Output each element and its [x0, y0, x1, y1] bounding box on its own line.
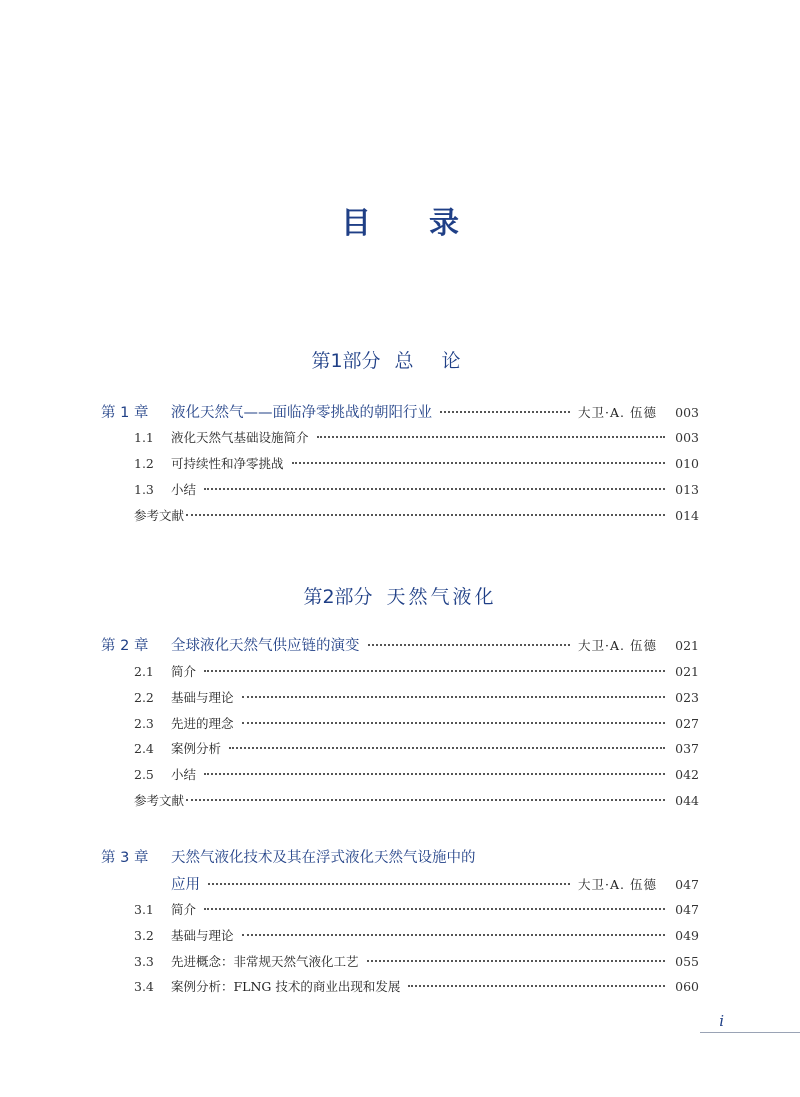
toc-references-1[interactable] — [101, 506, 699, 526]
chapter-title: 全球液化天然气供应链的演变 — [171, 638, 360, 654]
leader-dots — [186, 799, 665, 801]
section-number: 2.3 — [134, 716, 154, 731]
toc-section-2-5[interactable] — [101, 765, 699, 785]
leader-dots — [204, 670, 665, 672]
chapter-title: 液化天然气——面临净零挑战的朝阳行业 — [171, 405, 432, 421]
chapter-author: 大卫·A. 伍德 — [578, 877, 657, 892]
page-number: 047 — [675, 902, 699, 917]
section-number: 3.2 — [134, 928, 154, 943]
chapter-number: 第 1 章 — [101, 405, 149, 421]
folio-rule — [700, 1032, 800, 1033]
leader-dots — [408, 985, 665, 987]
toc-chapter-1[interactable] — [101, 401, 699, 421]
section-number: 2.1 — [134, 664, 154, 679]
chapter-number: 第 2 章 — [101, 638, 149, 654]
section-number: 2.5 — [134, 767, 154, 782]
section-title: 基础与理论 — [171, 928, 234, 943]
leader-dots — [367, 960, 665, 962]
section-number: 2.4 — [134, 741, 154, 756]
page-number: 003 — [675, 430, 699, 445]
leader-dots — [229, 747, 665, 749]
section-number: 1.3 — [134, 482, 154, 497]
toc-section-1-1[interactable] — [101, 428, 699, 448]
chapter-number: 第 3 章 — [101, 850, 149, 866]
chapter-title-continued: 应用 — [171, 877, 200, 893]
part-heading-1 — [0, 346, 800, 373]
toc-section-3-1[interactable] — [101, 900, 699, 920]
toc-section-1-2[interactable] — [101, 454, 699, 474]
page-number: 003 — [675, 405, 699, 420]
section-number: 3.4 — [134, 979, 154, 994]
toc-section-3-2[interactable] — [101, 926, 699, 946]
toc-section-2-1[interactable] — [101, 662, 699, 682]
leader-dots — [208, 883, 570, 885]
leader-dots — [368, 644, 571, 646]
leader-dots — [242, 934, 665, 936]
part-label: 第1部分 — [311, 350, 381, 372]
references-title: 参考文献 — [134, 508, 185, 523]
section-title: 可持续性和净零挑战 — [171, 456, 284, 471]
section-title: 案例分析：FLNG 技术的商业出现和发展 — [171, 979, 401, 994]
toc-section-3-3[interactable] — [101, 952, 699, 972]
page-folio: i — [719, 1012, 724, 1030]
chapter-author: 大卫·A. 伍德 — [578, 638, 657, 653]
part-label: 第2部分 — [303, 586, 373, 608]
toc-section-3-4[interactable] — [101, 977, 699, 997]
toc-section-2-3[interactable] — [101, 714, 699, 734]
section-title: 简介 — [171, 664, 197, 679]
page-number: 044 — [675, 793, 699, 808]
toc-chapter-3[interactable] — [101, 846, 699, 866]
page-number: 013 — [675, 482, 699, 497]
section-number: 1.1 — [134, 430, 154, 445]
toc-chapter-3-continued[interactable] — [101, 873, 699, 893]
section-number: 2.2 — [134, 690, 154, 705]
toc-section-2-2[interactable] — [101, 688, 699, 708]
leader-dots — [204, 908, 665, 910]
chapter-author: 大卫·A. 伍德 — [578, 405, 657, 420]
page-number: 047 — [675, 877, 699, 892]
leader-dots — [204, 488, 665, 490]
toc-section-2-4[interactable] — [101, 739, 699, 759]
page-number: 055 — [675, 954, 699, 969]
leader-dots — [440, 411, 570, 413]
references-title: 参考文献 — [134, 793, 185, 808]
section-title: 先进的理念 — [171, 716, 234, 731]
section-title: 液化天然气基础设施简介 — [171, 430, 309, 445]
page-number: 042 — [675, 767, 699, 782]
section-title: 基础与理论 — [171, 690, 234, 705]
section-title: 小结 — [171, 767, 197, 782]
toc-section-1-3[interactable] — [101, 480, 699, 500]
leader-dots — [292, 462, 665, 464]
leader-dots — [186, 514, 665, 516]
section-title: 先进概念：非常规天然气液化工艺 — [171, 954, 359, 969]
toc-chapter-2[interactable] — [101, 634, 699, 654]
leader-dots — [242, 722, 665, 724]
section-number: 3.3 — [134, 954, 154, 969]
page-number: 021 — [675, 638, 699, 653]
page-number: 027 — [675, 716, 699, 731]
page-number: 023 — [675, 690, 699, 705]
page-number: 060 — [675, 979, 699, 994]
leader-dots — [242, 696, 665, 698]
section-title: 小结 — [171, 482, 197, 497]
part-heading-2 — [0, 582, 800, 609]
page-title: 目录 — [341, 206, 517, 241]
page-number: 049 — [675, 928, 699, 943]
page-number: 021 — [675, 664, 699, 679]
leader-dots — [317, 436, 665, 438]
chapter-title: 天然气液化技术及其在浮式液化天然气设施中的 — [171, 850, 476, 866]
section-title: 简介 — [171, 902, 197, 917]
leader-dots — [204, 773, 665, 775]
page-number: 010 — [675, 456, 699, 471]
section-title: 案例分析 — [171, 741, 222, 756]
part-name: 天然气液化 — [386, 586, 497, 608]
page-number: 037 — [675, 741, 699, 756]
part-name: 总论 — [394, 350, 489, 372]
page-number: 014 — [675, 508, 699, 523]
section-number: 1.2 — [134, 456, 154, 471]
toc-references-2[interactable] — [101, 791, 699, 811]
section-number: 3.1 — [134, 902, 154, 917]
